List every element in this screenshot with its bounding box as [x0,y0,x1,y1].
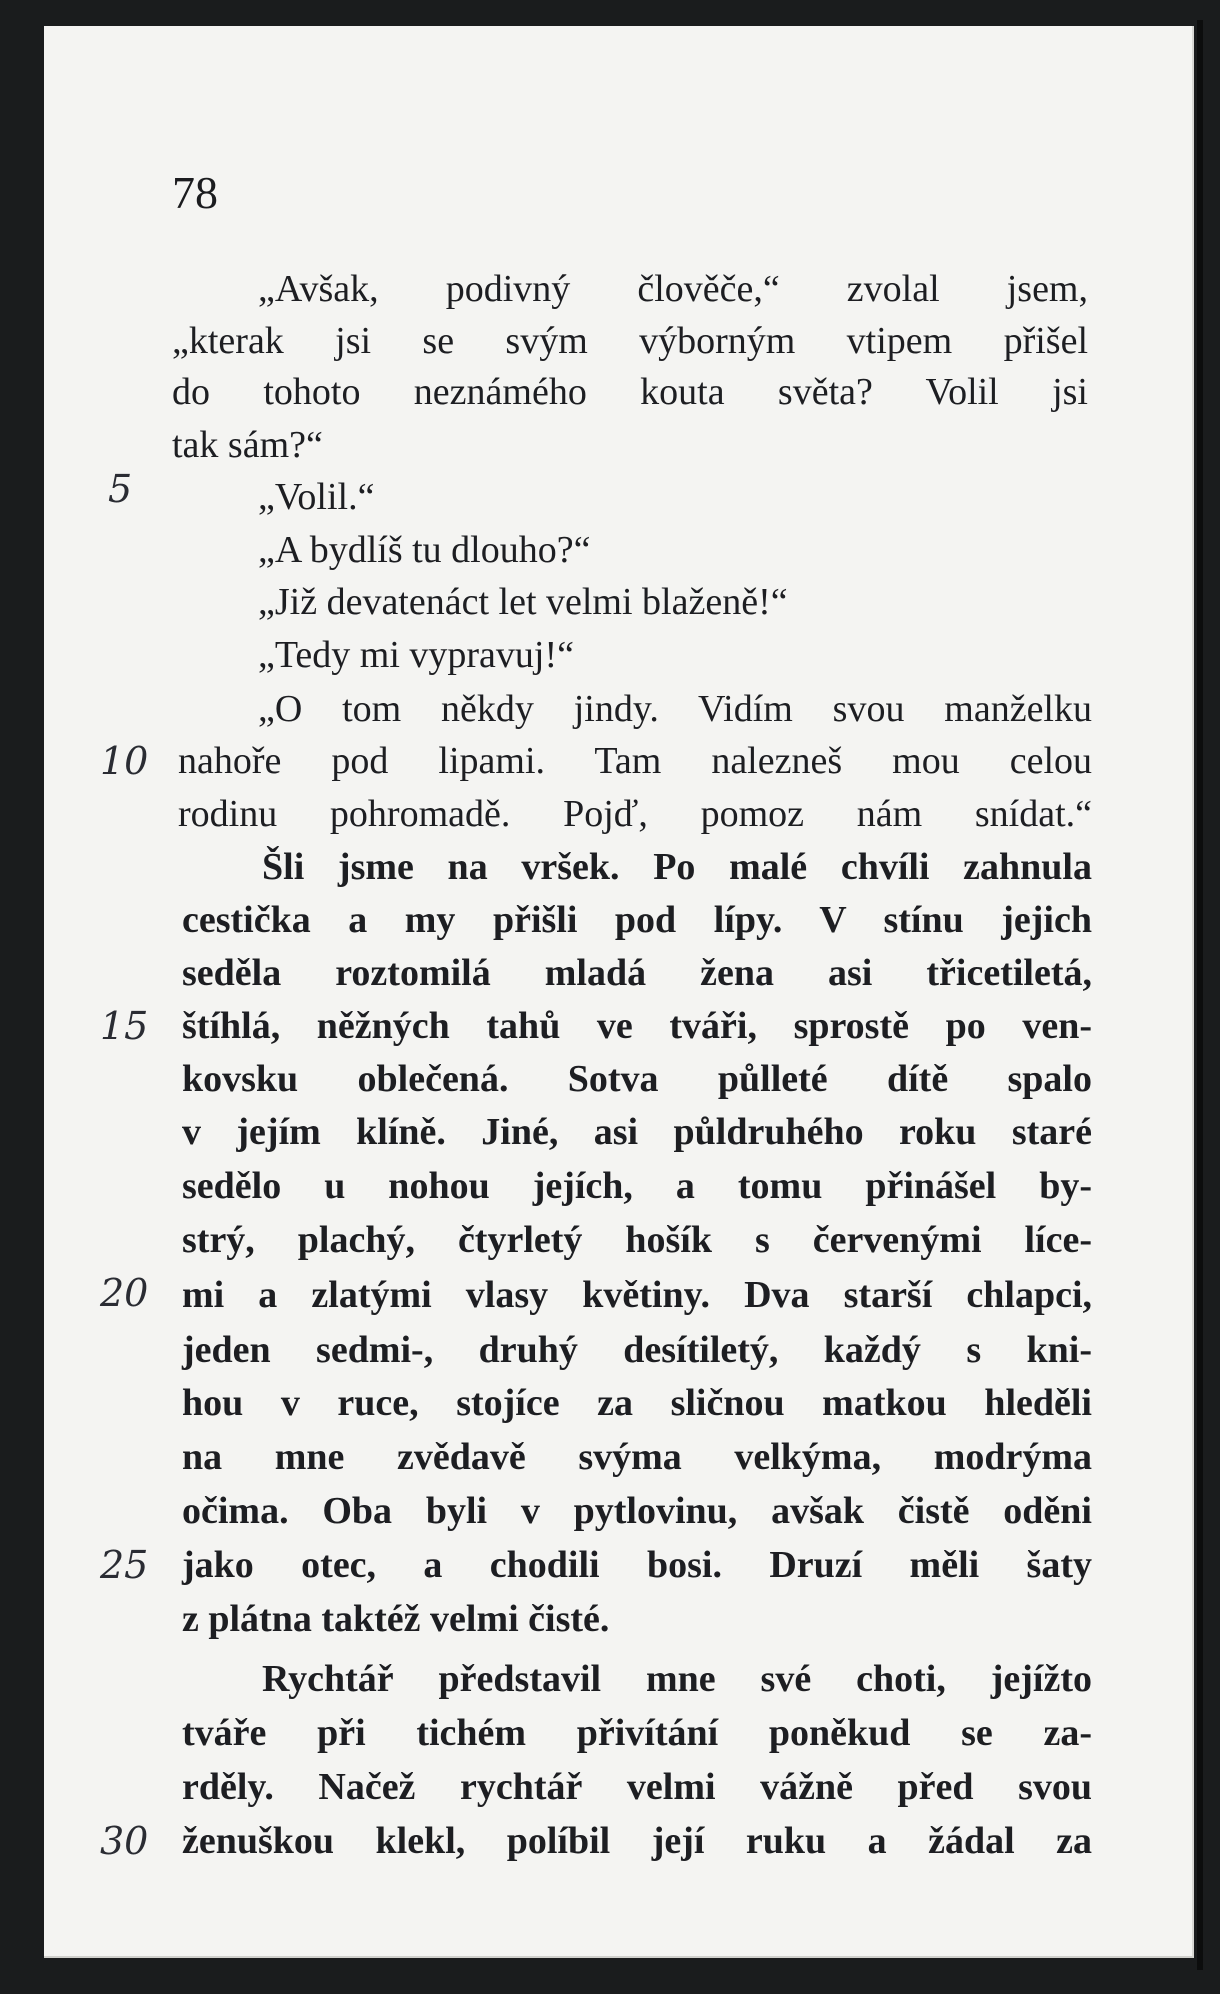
margin-line-count-mark: 5 [108,467,133,511]
text-line: „O tom někdy jindy. Vidím svou manželku [258,688,1092,730]
text-line: strý, plachý, čtyrletý hošík s červenými líce- [182,1219,1092,1261]
text-line: v jejím klíně. Jiné, asi půldruhého roku staré [182,1111,1092,1153]
margin-line-count-mark: 10 [100,739,149,783]
text-line: Rychtář představil mne své choti, jejížto [262,1658,1092,1700]
text-line: „Tedy mi vypravuj!“ [258,634,575,676]
margin-line-count-mark: 20 [100,1271,149,1315]
text-line: tak sám?“ [172,424,323,466]
text-line: „A bydlíš tu dlouho?“ [258,529,591,571]
text-line: „Avšak, podivný člověče,“ zvolal jsem, [258,268,1088,310]
text-line: Šli jsme na vršek. Po malé chvíli zahnula [262,846,1092,888]
text-line: mi a zlatými vlasy květiny. Dva starší chlapci, [182,1274,1092,1316]
text-line: nahoře pod lipami. Tam nalezneš mou celou [178,740,1092,782]
text-line: „Volil.“ [258,476,375,518]
text-line: z plátna taktéž velmi čisté. [182,1598,610,1640]
text-line: na mne zvědavě svýma velkýma, modrýma [182,1436,1092,1478]
text-line: rděly. Načež rychtář velmi vážně před svou [182,1766,1092,1808]
text-line: sedělo u nohou jejích, a tomu přinášel by- [182,1165,1092,1207]
text-line: do tohoto neznámého kouta světa? Volil jsi [172,371,1088,413]
text-line: „kterak jsi se svým výborným vtipem přišel [172,320,1088,362]
text-line: seděla roztomilá mladá žena asi třicetiletá, [182,952,1092,994]
text-line: „Již devatenáct let velmi blaženě!“ [258,581,788,623]
text-line: očima. Oba byli v pytlovinu, avšak čistě oděni [182,1490,1092,1532]
text-line: štíhlá, něžných tahů ve tváři, sprostě po ven- [182,1005,1092,1047]
text-line: cestička a my přišli pod lípy. V stínu jejich [182,899,1092,941]
text-line: jeden sedmi-, druhý desítiletý, každý s kni- [182,1329,1092,1371]
text-line: rodinu pohromadě. Pojď, pomoz nám snídat.“ [178,793,1092,835]
text-line: jako otec, a chodili bosi. Druzí měli šaty [182,1544,1092,1586]
margin-line-count-mark: 15 [100,1004,149,1048]
page-number: 78 [172,167,218,218]
page-edge-shadow [1197,20,1203,1970]
margin-line-count-mark: 30 [100,1819,149,1863]
text-line: tváře při tichém přivítání poněkud se za- [182,1712,1092,1754]
text-line: ženuškou klekl, políbil její ruku a žádal za [182,1820,1092,1862]
text-line: hou v ruce, stojíce za sličnou matkou hleděli [182,1382,1092,1424]
margin-line-count-mark: 25 [100,1543,149,1587]
text-line: kovsku oblečená. Sotva půlleté dítě spalo [182,1058,1092,1100]
